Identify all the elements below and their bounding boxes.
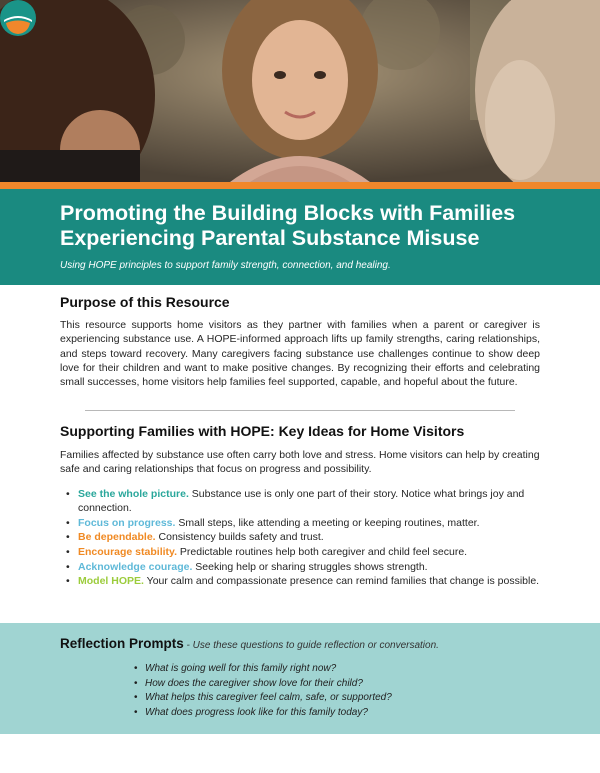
key-idea-text: Consistency builds safety and trust. [155, 531, 324, 544]
key-idea-text: Your calm and compassionate presence can remind families that change is possible. [143, 575, 540, 588]
key-idea-lead: Focus on progress. [78, 516, 176, 529]
key-idea-item [66, 516, 541, 530]
key-idea-item [66, 487, 541, 516]
bullet-dot-icon: • [134, 706, 138, 718]
page-title-line-1: Promoting the Building Blocks with Families [60, 201, 516, 225]
key-idea-lead: Model HOPE. [78, 575, 144, 588]
bullet-dot-icon: • [134, 663, 138, 674]
supporting-intro: Families affected by substance use often carry both love and stress. Home visitors can help by creating safe and caring relationships that focus on progress and possibility. [60, 449, 540, 476]
bullet-dot-icon: • [66, 516, 70, 529]
reflection-heading-text: Reflection Prompts [60, 636, 184, 651]
section-divider [85, 410, 515, 411]
key-idea-item [66, 545, 541, 559]
reflection-heading [60, 636, 439, 651]
page-subtitle: Using HOPE principles to support family strength, connection, and healing. [60, 260, 391, 271]
key-idea-text: Predictable routines help both caregiver and child feel secure. [177, 546, 468, 559]
page-title-line-2: Experiencing Parental Substance Misuse [60, 226, 480, 250]
key-idea-lead: See the whole picture. [78, 488, 189, 500]
orange-accent-bar [0, 182, 600, 189]
purpose-heading: Purpose of this Resource [60, 294, 230, 310]
bullet-dot-icon: • [66, 575, 70, 588]
bullet-dot-icon: • [66, 488, 70, 500]
hero-photo-illustration [0, 0, 600, 182]
key-ideas-list [66, 487, 541, 589]
supporting-heading: Supporting Families with HOPE: Key Ideas for Home Visitors [60, 423, 465, 439]
reflection-prompt [134, 662, 392, 677]
reflection-note: - Use these questions to guide reflection or conversation. [183, 640, 439, 651]
reflection-prompt-text: What is going well for this family right now? [145, 663, 337, 674]
key-idea-lead: Be dependable. [78, 531, 156, 544]
key-idea-text: Small steps, like attending a meeting or keeping routines, matter. [175, 516, 480, 529]
reflection-prompts-list [134, 662, 392, 720]
reflection-prompt [134, 706, 392, 721]
reflection-prompt [134, 691, 392, 706]
key-idea-lead: Acknowledge courage. [78, 560, 193, 573]
key-idea-text: Substance use is only one part of their story. Notice what brings joy and connection. [78, 488, 525, 515]
purpose-body: This resource supports home visitors as they partner with families when a parent or caregiver is experiencing substance use. A HOPE-informed approach lifts up family strengths, caring relationships, and steps toward recovery. Many caregivers facing substance use challenges continue to show deep love for their children and want to make positive changes. By recognizing their efforts and celebrating small successes, home visitors help families feel supported, capable, and hopeful about the future. [60, 319, 540, 389]
bullet-dot-icon: • [66, 531, 70, 544]
reflection-prompt-text: What does progress look like for this family today? [145, 706, 368, 718]
hope-logo-icon [0, 0, 36, 36]
key-idea-lead: Encourage stability. [78, 546, 177, 559]
key-idea-text: Seeking help or sharing struggles shows strength. [192, 560, 428, 573]
bullet-dot-icon: • [134, 692, 138, 703]
key-idea-item [66, 530, 541, 544]
bullet-dot-icon: • [66, 546, 70, 559]
reflection-prompt [134, 677, 392, 692]
bullet-dot-icon: • [134, 677, 138, 689]
hero-photo [0, 0, 600, 182]
key-idea-item [66, 574, 541, 588]
key-idea-item [66, 560, 541, 574]
reflection-prompt-text: How does the caregiver show love for their child? [145, 677, 363, 689]
bullet-dot-icon: • [66, 560, 70, 573]
reflection-prompt-text: What helps this caregiver feel calm, safe, or supported? [145, 692, 392, 703]
page-title [60, 201, 570, 251]
